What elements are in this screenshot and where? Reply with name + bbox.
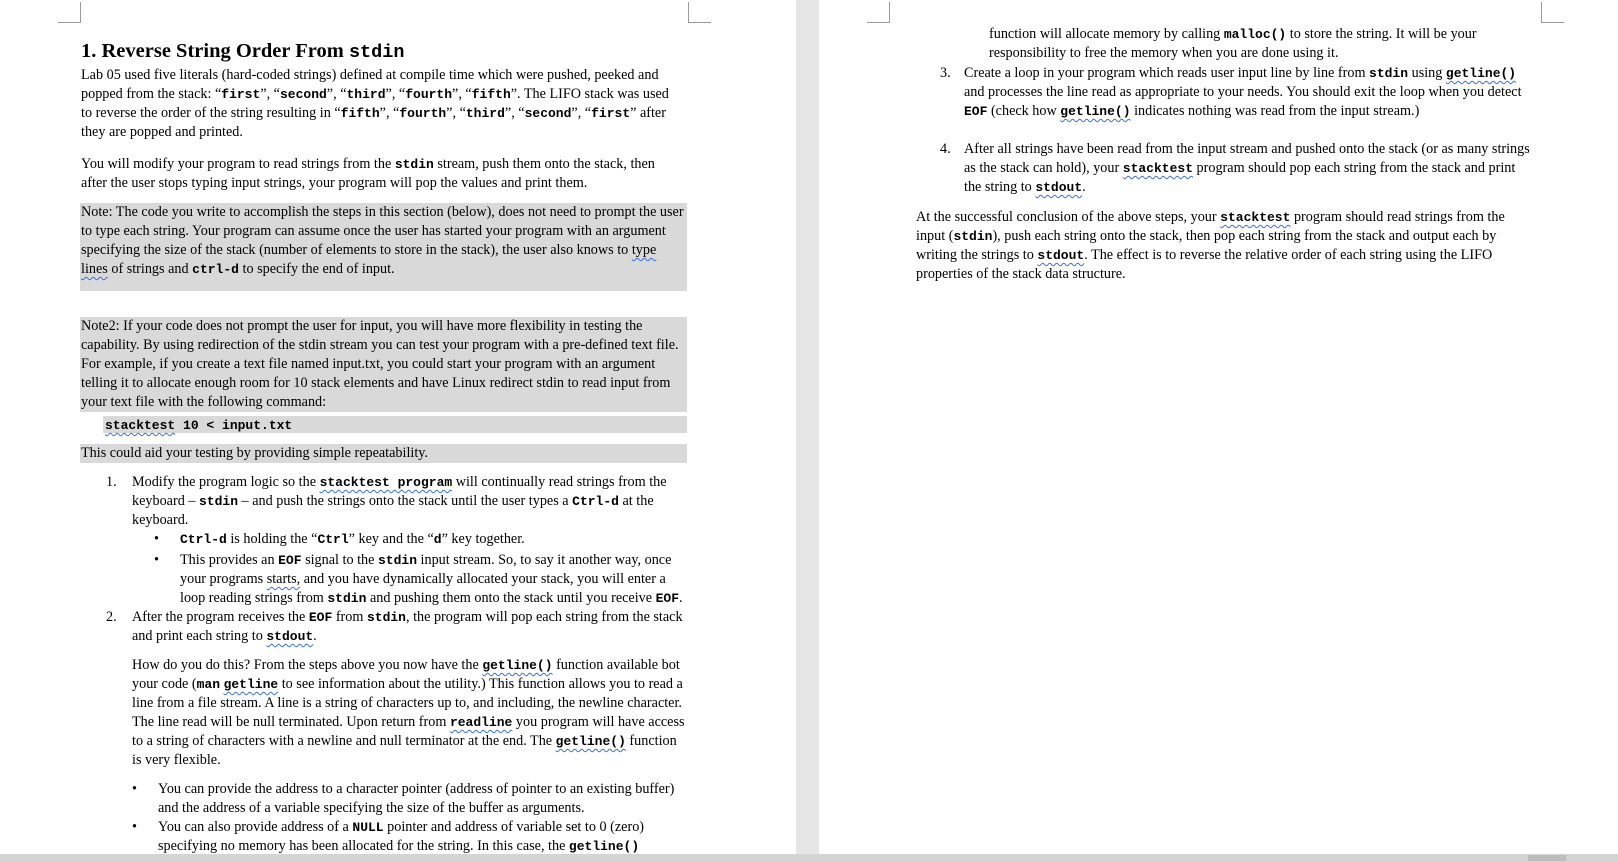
bullet-item: • Ctrl-d is holding the “Ctrl” key and the “d” key together. bbox=[154, 531, 525, 547]
horizontal-scrollbar[interactable] bbox=[0, 854, 1618, 862]
bullet-item: • This provides an EOF signal to the stdin input stream. So, to say it another way, once your programs starts, and you have dynamically allocated your stack, you will enter a loop reading strings from stdin and pushing them onto the stack until you receive EOF. bbox=[154, 552, 683, 606]
bullet-icon: • bbox=[132, 781, 137, 797]
numbered-item-2: 2. After the program receives the EOF from stdin, the program will pop each string from the stack and print each string to stdout. bbox=[106, 609, 683, 644]
paragraph-how: How do you do this? From the steps above you now have the getline() function available bot your code (man getline to see information about the utility.) This function allows you to read a line from a file stream. A line is a string of characters up to, and including, the newline character. The line read will be null terminated. Upon return from readline you program will have access to a string of characters with a newline and null terminator at the end. The getline() function is very flexible. bbox=[132, 657, 685, 768]
bullet-item: • You can provide the address to a character pointer (address of pointer to an existing buffer) and the address of a variable specifying the size of the buffer as arguments. bbox=[132, 781, 675, 816]
bullet-icon: • bbox=[132, 819, 137, 835]
document-page-right[interactable] bbox=[819, 0, 1618, 862]
corner-mark bbox=[688, 2, 711, 23]
bullet-icon: • bbox=[154, 531, 159, 547]
paragraph-intro: Lab 05 used five literals (hard-coded strings) defined at compile time which were pushed, peeked and popped from the stack: “first”, “second”, “third”, “fourth”, “fifth”. The LIFO stack was used to reverse the order of the string resulting in “fifth”, “fourth”, “third”, “second”, “first” after they are popped and printed. bbox=[81, 67, 669, 140]
numbered-item-1: 1. Modify the program logic so the stacktest program will continually read strings from the keyboard – stdin – and push the strings onto the stack until the user types a Ctrl-d at the keyboard. bbox=[106, 474, 667, 528]
section-heading: 1. Reverse String Order From stdin bbox=[81, 40, 405, 63]
paragraph-continued: function will allocate memory by calling malloc() to store the string. It will be your responsibility to free the memory when you are done using it. bbox=[989, 26, 1477, 61]
paragraph-modify: You will modify your program to read strings from the stdin stream, push them onto the stack, then after the user stops typing input strings, your program will pop the values and print them. bbox=[81, 156, 655, 191]
note-box-1: Note: The code you write to accomplish the steps in this section (below), does not need to prompt the user to type each string. Your program can assume once the user has started your program with an argument specifying the size of the stack (number of elements to store in the stack), the user also knows to type lines of strings and ctrl-d to specify the end of input. bbox=[80, 203, 687, 291]
numbered-item-4: 4. After all strings have been read from the input stream and pushed onto the stack (or as many strings as the stack can hold), your stacktest program should pop each string from the stack and print the string to stdout. bbox=[940, 141, 1530, 195]
command-example: stacktest 10 < input.txt bbox=[103, 416, 687, 433]
numbered-item-3: 3. Create a loop in your program which reads user input line by line from stdin using getline() and processes the line read as appropriate to your needs. You should exit the loop when you detect EOF (check how getline() indicates nothing was read from the input stream.) bbox=[940, 65, 1522, 119]
corner-mark bbox=[1541, 2, 1564, 23]
corner-mark bbox=[867, 2, 890, 23]
corner-mark bbox=[58, 2, 81, 23]
bullet-item: • You can also provide address of a NULL pointer and address of variable set to 0 (zero) specifying no memory has been allocated for the string. In this case, the getline() bbox=[132, 819, 645, 854]
paragraph-conclusion: At the successful conclusion of the above steps, your stacktest program should read strings from the input (stdin), push each string onto the stack, then pop each string from the stack and output each by writing the strings to stdout. The effect is to reverse the relative order of each string using the LIFO properties of the stack data structure. bbox=[916, 209, 1505, 282]
repeatability-note: This could aid your testing by providing simple repeatability. bbox=[80, 444, 687, 463]
scrollbar-thumb[interactable] bbox=[1528, 855, 1566, 861]
note-box-2: Note2: If your code does not prompt the user for input, you will have more flexibility in testing the capability. By using redirection of the stdin stream you can test your program with a pre-defined text file. For example, if you create a text file named input.txt, you could start your program with an argument telling it to allocate enough room for 10 stack elements and have Linux redirect stdin to read input from your text file with the following command: bbox=[80, 317, 687, 412]
bullet-icon: • bbox=[154, 552, 159, 568]
document-page-left[interactable] bbox=[0, 0, 796, 862]
